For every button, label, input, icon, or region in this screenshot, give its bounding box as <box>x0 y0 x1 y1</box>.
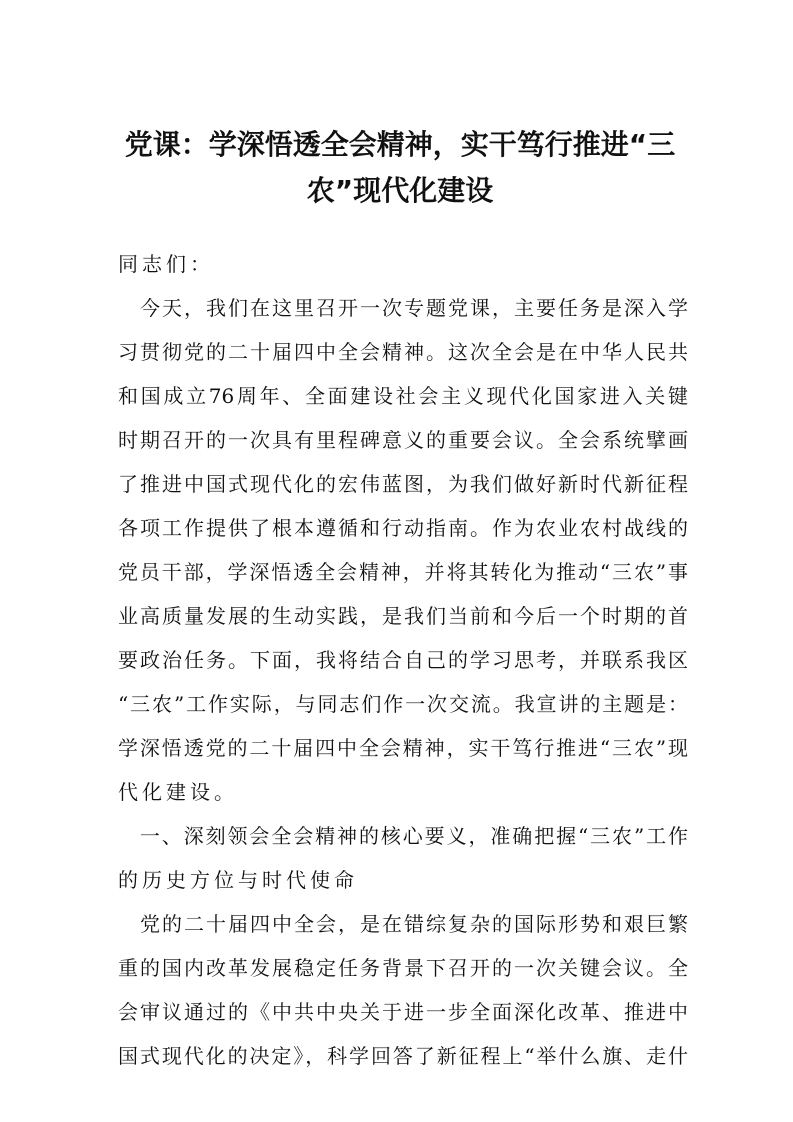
title-line: 党课：学深悟透全会精神，实干笃行推进“三 <box>124 128 676 161</box>
text-line: 的历史方位与时代使命 <box>118 868 358 892</box>
text-line: 党员干部，学深悟透全会精神，并将其转化为推动“三农”事 <box>118 560 688 584</box>
text-line: 要政治任务。下面，我将结合自己的学习思考，并联系我区 <box>118 648 688 672</box>
salutation <box>118 242 688 286</box>
text-line: 和国成立76周年、全面建设社会主义现代化国家进入关键 <box>118 384 688 408</box>
paragraph <box>118 902 688 1078</box>
text-line: 习贯彻党的二十届四中全会精神。这次全会是在中华人民共 <box>118 340 688 364</box>
text-line: “三农”工作实际，与同志们作一次交流。我宣讲的主题是： <box>118 692 688 716</box>
text-line: 学深悟透党的二十届四中全会精神，实干笃行推进“三农”现 <box>118 736 688 760</box>
document-title <box>110 122 690 214</box>
text-line: 一、深刻领会全会精神的核心要义，准确把握“三农”工作 <box>118 824 688 848</box>
section-heading <box>118 814 688 902</box>
text-line: 今天，我们在这里召开一次专题党课，主要任务是深入学 <box>118 296 688 320</box>
paragraph <box>118 286 688 814</box>
text-line: 国式现代化的决定》，科学回答了新征程上“举什么旗、走什 <box>118 1044 688 1068</box>
text-line: 党的二十届四中全会，是在错综复杂的国际形势和艰巨繁 <box>118 912 688 936</box>
text-line: 会审议通过的《中共中央关于进一步全面深化改革、推进中 <box>118 1000 688 1024</box>
text-line: 业高质量发展的生动实践，是我们当前和今后一个时期的首 <box>118 604 688 628</box>
text-line: 各项工作提供了根本遵循和行动指南。作为农业农村战线的 <box>118 516 688 540</box>
text-line: 时期召开的一次具有里程碑意义的重要会议。全会系统擘画 <box>118 428 688 452</box>
document-body <box>118 242 688 1078</box>
text-line: 了推进中国式现代化的宏伟蓝图，为我们做好新时代新征程 <box>118 472 688 496</box>
text-line: 重的国内改革发展稳定任务背景下召开的一次关键会议。全 <box>118 956 688 980</box>
text-line: 同志们： <box>118 252 214 276</box>
text-line: 代化建设。 <box>118 780 238 804</box>
title-line: 农”现代化建设 <box>306 174 494 207</box>
